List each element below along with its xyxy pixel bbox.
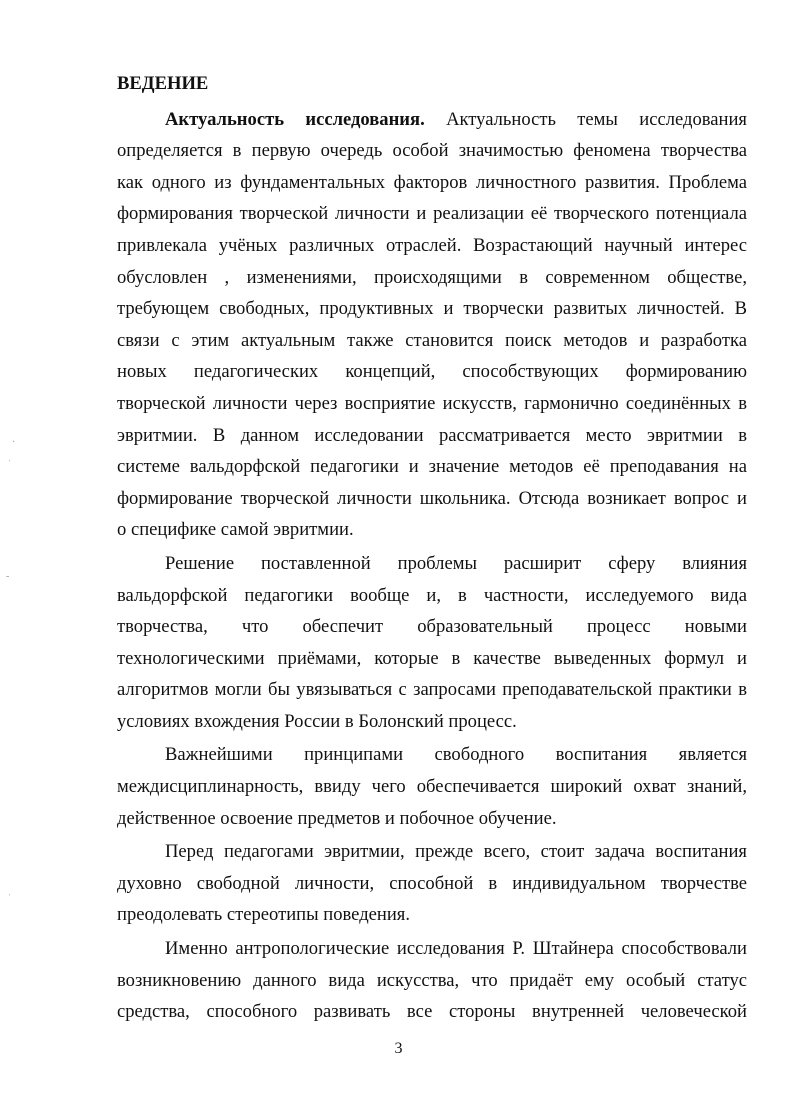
bold-lead: Актуальность исследования. bbox=[165, 108, 425, 130]
paragraph-line: средства, способного развивать все стороны внутренней человеческой bbox=[117, 1001, 747, 1023]
paragraph-line: формирование творческой личности школьника. Отсюда возникает вопрос и bbox=[117, 487, 747, 509]
paragraph-task bbox=[117, 836, 747, 931]
paragraph-principles bbox=[117, 739, 747, 834]
scan-mark: - bbox=[6, 571, 10, 582]
paragraph-line: как одного из фундаментальных факторов личностного развития. Проблема bbox=[117, 171, 747, 193]
paragraph-line: Именно антропологические исследования Р. Штайнера способствовали bbox=[165, 938, 747, 960]
paragraph-line: привлекала учёных различных отраслей. Возрастающий научный интерес bbox=[117, 234, 747, 256]
paragraph-line: творческой личности через восприятие искусств, гармонично соединённых в bbox=[117, 392, 747, 414]
paragraph-line: условиях вхождения России в Болонский процесс. bbox=[117, 710, 517, 732]
paragraph-line: определяется в первую очередь особой значимостью феномена творчества bbox=[117, 140, 747, 162]
paragraph-line: эвритмии. В данном исследовании рассматривается место эвритмии в bbox=[117, 424, 747, 446]
paragraph-line: творчества, что обеспечит образовательный процесс новыми bbox=[117, 616, 747, 638]
paragraph-line: требующем свободных, продуктивных и творчески развитых личностей. В bbox=[117, 298, 747, 320]
paragraph-line: обусловлен , изменениями, происходящими в современном обществе, bbox=[117, 266, 747, 288]
paragraph-line: духовно свободной личности, способной в индивидуальном творчестве bbox=[117, 872, 747, 894]
scan-mark: ˌ bbox=[8, 885, 12, 896]
paragraph-line: действенное освоение предметов и побочное обучение. bbox=[117, 807, 557, 829]
page-number: 3 bbox=[394, 1040, 403, 1057]
paragraph-line: Перед педагогами эвритмии, прежде всего, стоит задача воспитания bbox=[165, 841, 747, 863]
paragraph-line: технологическими приёмами, которые в качестве выведенных формул и bbox=[117, 647, 747, 669]
paragraph-line: системе вальдорфской педагогики и значение методов её преподавания на bbox=[117, 456, 747, 478]
scan-mark: · bbox=[12, 437, 16, 448]
paragraph-solution bbox=[117, 548, 747, 738]
paragraph-line: формирования творческой личности и реализации её творческого потенциала bbox=[117, 203, 747, 225]
paragraph-line: новых педагогических концепций, способствующих формированию bbox=[117, 361, 747, 383]
paragraph-anthropology bbox=[117, 933, 747, 1028]
paragraph-relevance bbox=[117, 104, 747, 546]
paragraph-line: возникновению данного вида искусства, что придаёт ему особый статус bbox=[117, 969, 747, 991]
paragraph-line: связи с этим актуальным также становится поиск методов и разработка bbox=[117, 329, 747, 351]
paragraph-line bbox=[117, 104, 747, 136]
paragraph-line: Важнейшими принципами свободного воспитания является bbox=[165, 744, 747, 766]
lead-rest: Актуальность темы исследования bbox=[446, 108, 747, 130]
paragraph-line: преодолевать стереотипы поведения. bbox=[117, 904, 411, 926]
paragraph-line: вальдорфской педагогики вообще и, в частности, исследуемого вида bbox=[117, 584, 747, 606]
scan-mark: ˌ bbox=[8, 451, 12, 462]
paragraph-line: Решение поставленной проблемы расширит сферу влияния bbox=[165, 552, 747, 574]
paragraph-line: о специфике самой эвритмии. bbox=[117, 519, 354, 541]
paragraph-line: алгоритмов могли бы увязываться с запросами преподавательской практики в bbox=[117, 679, 747, 701]
section-heading: ВЕДЕНИЕ bbox=[117, 73, 209, 94]
paragraph-line: междисциплинарность, ввиду чего обеспечивается широкий охват знаний, bbox=[117, 776, 747, 798]
document-body bbox=[117, 68, 747, 1028]
